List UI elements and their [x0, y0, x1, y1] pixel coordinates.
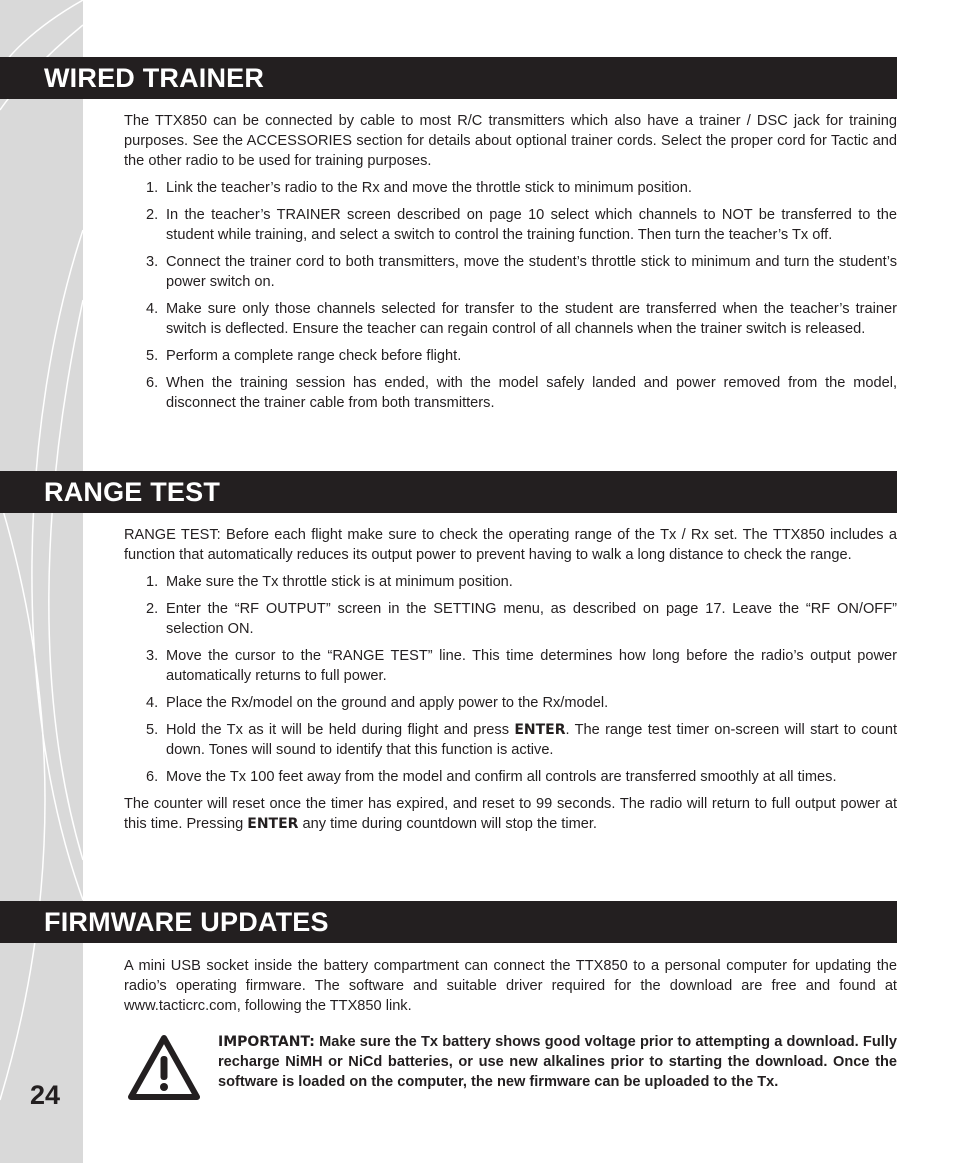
list-item: [124, 646, 897, 686]
left-margin-band: [0, 0, 83, 1163]
outro-text: any time during countdown will stop the timer.: [298, 816, 597, 832]
step-text: Enter the “RF OUTPUT” screen in the SETTING menu, as described on page 17. Leave the “RF ON/OFF” selection ON.: [166, 601, 897, 637]
warning-triangle-icon: [127, 1034, 201, 1102]
intro-paragraph: RANGE TEST: Before each flight make sure to check the operating range of the Tx / Rx set. The TTX850 includes a function that automatically reduces its output power to prevent having to walk a long distance to check the range.: [124, 527, 897, 563]
list-item: [124, 767, 897, 787]
list-item: [124, 346, 897, 366]
step-number: 5.: [146, 722, 159, 738]
step-number: 5.: [146, 348, 159, 364]
enter-key-label: ENTER: [514, 722, 566, 738]
step-number: 3.: [146, 254, 159, 270]
list-item: [124, 205, 897, 245]
steps-list: [124, 178, 897, 413]
list-item: [124, 373, 897, 413]
step-text: Move the Tx 100 feet away from the model and confirm all controls are transferred smoothly at all times.: [166, 769, 837, 785]
important-label: IMPORTANT:: [218, 1034, 315, 1050]
step-number: 4.: [146, 301, 159, 317]
enter-key-label: ENTER: [247, 816, 299, 832]
section-title: FIRMWARE UPDATES: [44, 907, 329, 937]
section-header-wired-trainer: [0, 57, 897, 99]
step-text: Make sure only those channels selected for transfer to the student are transferred when the teacher’s trainer switch is deflected. Ensure the teacher can regain control of all channels when the trainer switch is released.: [166, 301, 897, 337]
step-text: When the training session has ended, with the model safely landed and power removed from the model, disconnect the trainer cable from both transmitters.: [166, 375, 897, 411]
list-item: [124, 299, 897, 339]
wired-trainer-body: [124, 111, 897, 420]
important-text: [218, 1032, 897, 1092]
step-number: 3.: [146, 648, 159, 664]
list-item: [124, 693, 897, 713]
list-item: [124, 599, 897, 639]
important-notice: [124, 1032, 897, 1112]
step-number: 6.: [146, 769, 159, 785]
list-item: [124, 720, 897, 760]
step-text: Hold the Tx as it will be held during flight and press: [166, 722, 515, 738]
step-text: Connect the trainer cord to both transmitters, move the student’s throttle stick to minimum and turn the student’s power switch on.: [166, 254, 897, 290]
steps-list: [124, 572, 897, 787]
section-header-firmware-updates: [0, 901, 897, 943]
list-item: [124, 252, 897, 292]
step-text: . The range test timer on-screen will start to count down. Tones will sound to identify that this function is active.: [166, 722, 897, 758]
firmware-updates-body: [124, 956, 897, 1112]
range-test-body: [124, 525, 897, 834]
section-header-range-test: [0, 471, 897, 513]
step-number: 1.: [146, 180, 159, 196]
step-text: In the teacher’s TRAINER screen described on page 10 select which channels to NOT be transferred to the student while training, and select a switch to control the training function. Then turn the teacher’s Tx off.: [166, 207, 897, 243]
step-text: Place the Rx/model on the ground and apply power to the Rx/model.: [166, 695, 609, 711]
intro-paragraph: The TTX850 can be connected by cable to most R/C transmitters which also have a trainer / DSC jack for training purposes. See the ACCESSORIES section for details about optional trainer cords. Select the proper cord for Tactic and the other radio to be used for training purposes.: [124, 113, 897, 169]
section-title: RANGE TEST: [44, 477, 221, 507]
step-text: Move the cursor to the “RANGE TEST” line. This time determines how long before the radio’s output power automatically returns to full power.: [166, 648, 897, 684]
step-text: Make sure the Tx throttle stick is at minimum position.: [166, 574, 513, 590]
decorative-arcs: [0, 0, 83, 1163]
list-item: [124, 178, 897, 198]
important-body: Make sure the Tx battery shows good voltage prior to attempting a download. Fully recharge NiMH or NiCd batteries, or use new alkalines prior to starting the download. Once the software is loaded on the computer, the new firmware can be uploaded to the Tx.: [218, 1034, 897, 1090]
step-text: Perform a complete range check before flight.: [166, 348, 462, 364]
intro-paragraph: A mini USB socket inside the battery compartment can connect the TTX850 to a personal computer for updating the radio’s operating firmware. The software and suitable driver required for the download are free and found at www.tacticrc.com, following the TTX850 link.: [124, 958, 897, 1014]
step-number: 6.: [146, 375, 159, 391]
list-item: [124, 572, 897, 592]
step-number: 1.: [146, 574, 159, 590]
step-number: 2.: [146, 207, 159, 223]
step-number: 2.: [146, 601, 159, 617]
outro-paragraph: [124, 794, 897, 834]
outro-text: The counter will reset once the timer has expired, and reset to 99 seconds. The radio will return to full output power at this time. Pressing: [124, 796, 897, 832]
step-number: 4.: [146, 695, 159, 711]
step-text: Link the teacher’s radio to the Rx and move the throttle stick to minimum position.: [166, 180, 692, 196]
page-number: 24: [30, 1080, 61, 1110]
section-title: WIRED TRAINER: [44, 63, 265, 93]
